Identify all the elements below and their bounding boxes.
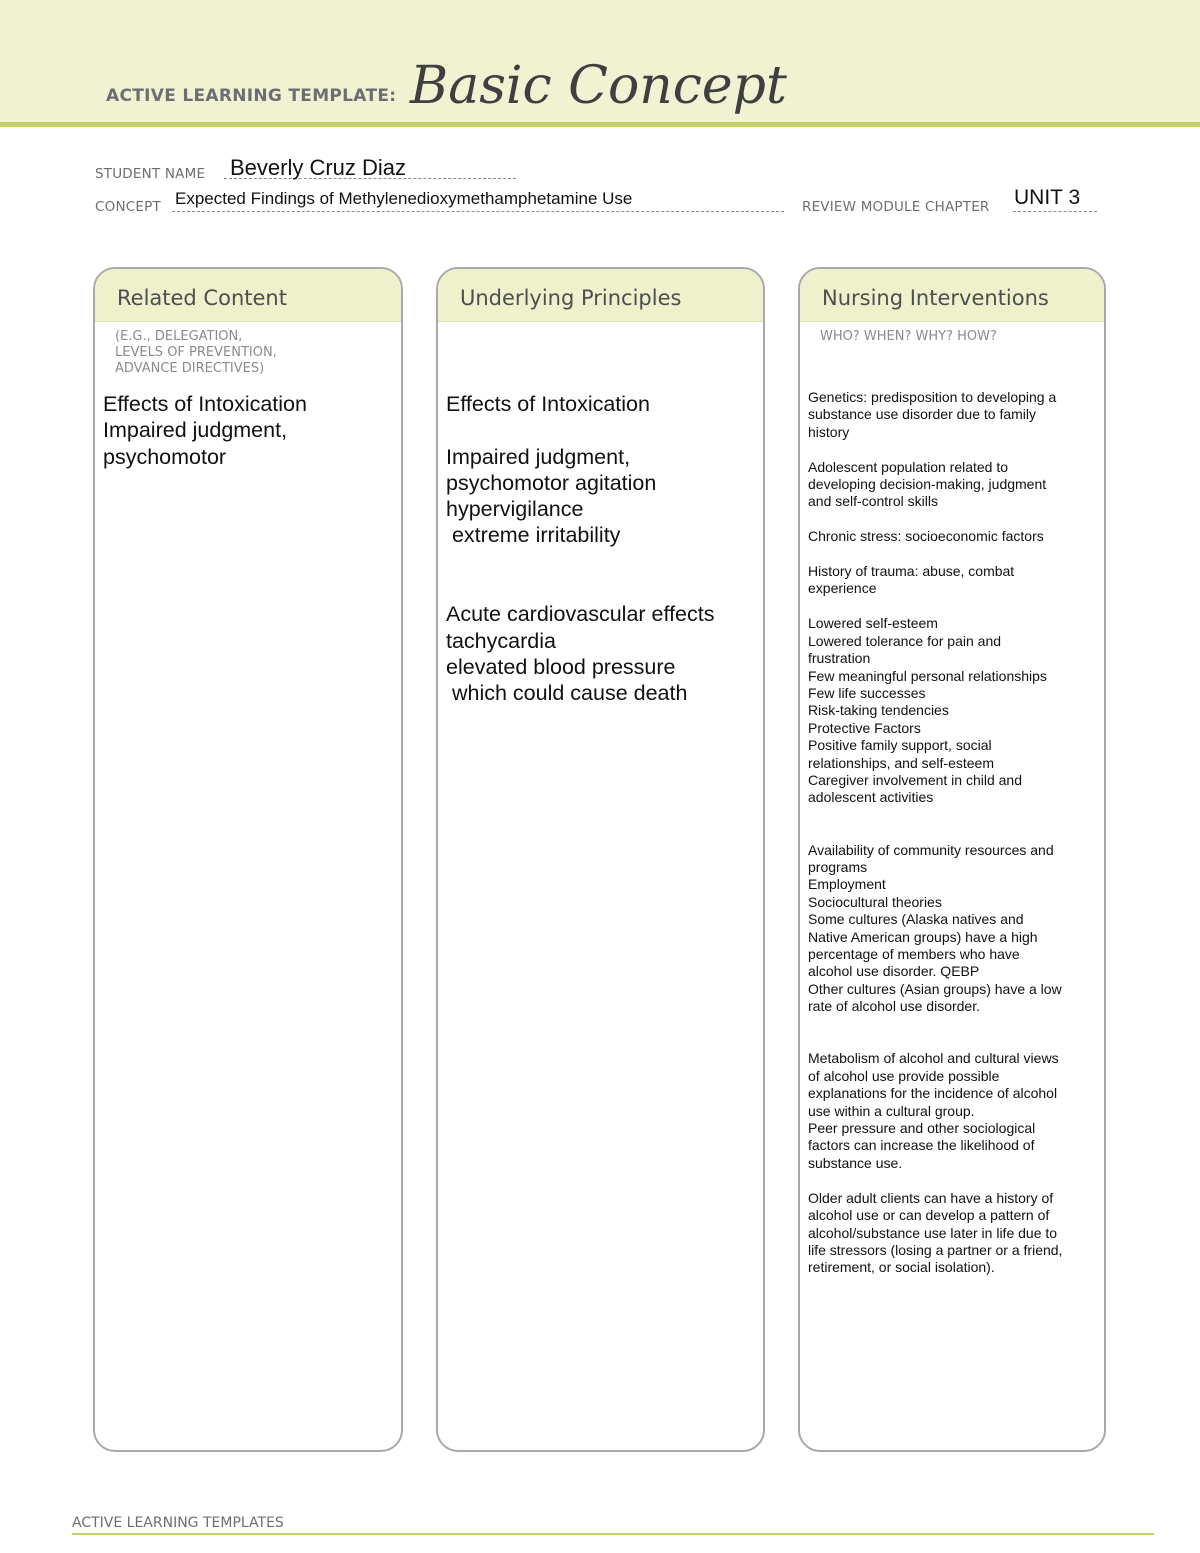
related-content-header (95, 269, 401, 322)
nursing-interventions-title: Nursing Interventions (822, 286, 1049, 310)
concept-underline (172, 211, 784, 212)
template-title: Basic Concept (410, 56, 787, 116)
review-module-field[interactable]: UNIT 3 (1014, 186, 1081, 209)
underlying-principles-title: Underlying Principles (460, 286, 682, 310)
concept-label: CONCEPT (95, 199, 161, 215)
nursing-interventions-body[interactable]: Genetics: predisposition to developing a substance use disorder due to family history Adolescent population related to developing decision-making, judgment and self-control skills Chronic stress: socioeconomic factors History of trauma: abuse, combat experience Lowered self-esteem Lowered tolerance for pain and frustration Few meaningful personal relationships Few life successes Risk-taking tendencies Protective Factors Positive family support, social relationships, and self-esteem Caregiver involvement in child and adolescent activities Availability of community resources and programs Employment Sociocultural theories Some cultures (Alaska natives and Native American groups) have a high percentage of members who have alcohol use disorder. QEBP Other cultures (Asian groups) have a low rate of alcohol use disorder. Metabolism of alcohol and cultural views of alcohol use provide possible explanations for the incidence of alcohol use within a cultural group. Peer pressure and other sociological factors can increase the likelihood of substance use. Older adult clients can have a history of alcohol use or can develop a pattern of alcohol/substance use later in life due to life stressors (losing a partner or a friend, retirement, or social isolation). (808, 389, 1063, 1276)
footer-rule (72, 1533, 1154, 1535)
review-module-label: REVIEW MODULE CHAPTER (802, 199, 990, 215)
nursing-interventions-panel (798, 267, 1106, 1452)
concept-field[interactable]: Expected Findings of Methylenedioxymethamphetamine Use (175, 189, 633, 208)
nursing-interventions-subtitle: WHO? WHEN? WHY? HOW? (820, 329, 997, 344)
review-module-underline (1013, 211, 1097, 212)
related-content-panel (93, 267, 403, 1452)
nursing-interventions-header (800, 269, 1104, 322)
student-name-field[interactable]: Beverly Cruz Diaz (230, 155, 407, 180)
related-content-title: Related Content (117, 286, 287, 310)
underlying-principles-header (438, 269, 763, 322)
related-content-subtitle: (E.G., DELEGATION, LEVELS OF PREVENTION, ADVANCE DIRECTIVES) (115, 329, 277, 376)
template-label: ACTIVE LEARNING TEMPLATE: (106, 86, 397, 106)
underlying-principles-panel (436, 267, 765, 1452)
underlying-principles-body[interactable]: Effects of Intoxication Impaired judgment, psychomotor agitation hypervigilance extreme irritability Acute cardiovascular effects tachycardia elevated blood pressure which could cause death (446, 392, 715, 706)
header-rule (0, 122, 1200, 127)
student-name-label: STUDENT NAME (95, 166, 206, 182)
footer-label: ACTIVE LEARNING TEMPLATES (72, 1515, 284, 1531)
related-content-body[interactable]: Effects of Intoxication Impaired judgment, psychomotor (103, 392, 307, 469)
